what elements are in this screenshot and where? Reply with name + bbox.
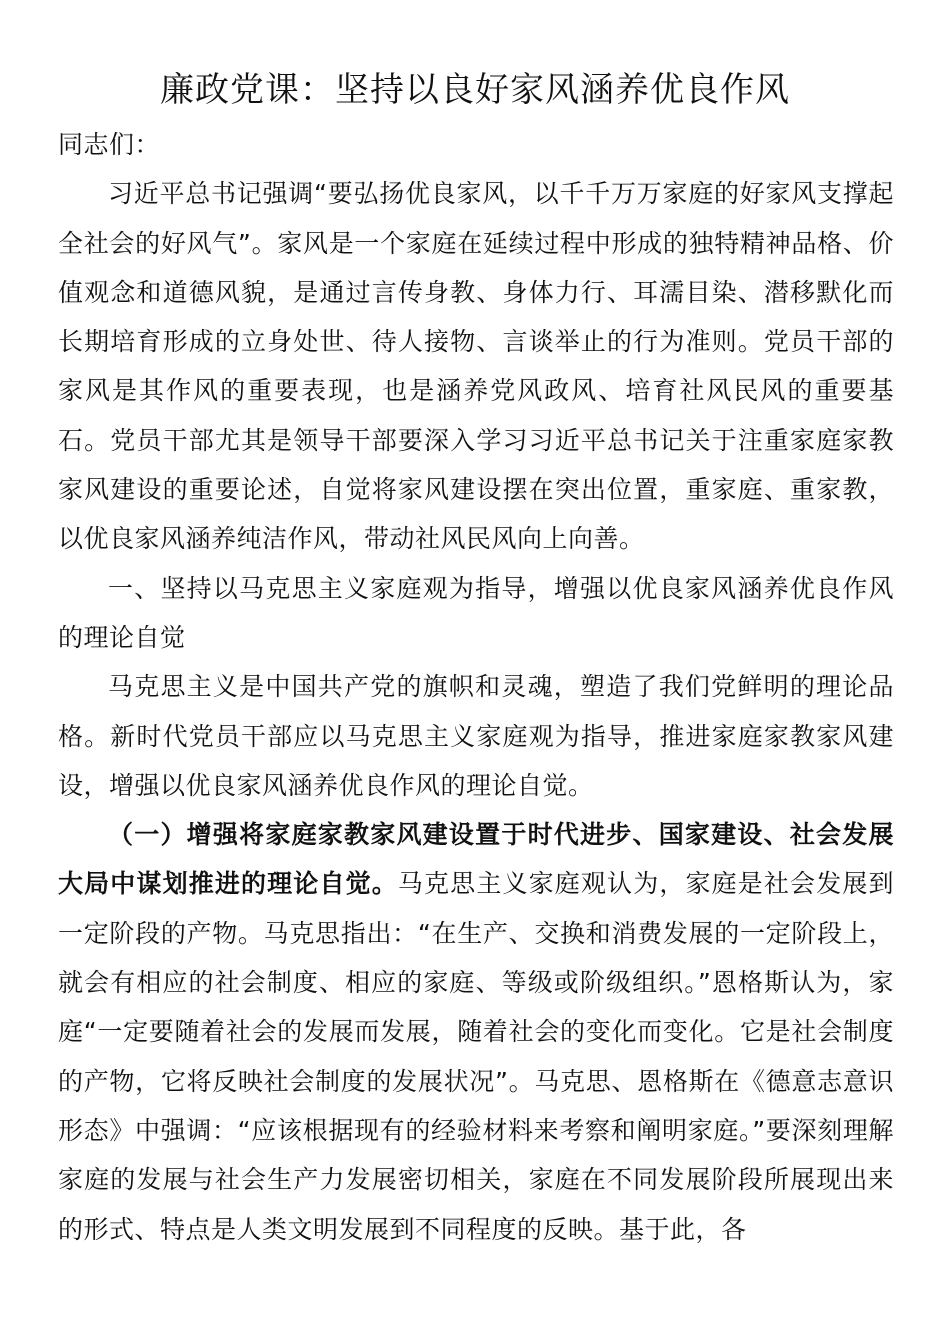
section-1-heading: 一、坚持以马克思主义家庭观为指导，增强以优良家风涵养优良作风的理论自觉 xyxy=(58,573,894,652)
subsection-1-body: 马克思主义家庭观认为，家庭是社会发展到一定阶段的产物。马克思指出：“在生产、交换和消费发展的一定阶段上，就会有相应的社会制度、相应的家庭、等级或阶级组织。”恩格斯认为，家庭“一定要随着社会的发展而发展，随着社会的变化而变化。它是社会制度的产物，它将反映社会制度的发展状况”。马克思、恩格斯在《德意志意识形态》中强调：“应该根据现有的经验材料来考察和阐明家庭。”要深刻理解家庭的发展与社会生产力发展密切相关，家庭在不同发展阶段所展现出来的形式、特点是人类文明发展到不同程度的反映。基于此，各 xyxy=(58,869,894,1244)
document-body xyxy=(58,120,894,1254)
document-title: 廉政党课：坚持以良好家风涵养优良作风 xyxy=(160,70,790,110)
subsection-1-heading: （一）增强将家庭家教家风建设置于时代进步、国家建设、社会发展大局中谋划推进的理论自觉。 xyxy=(58,820,894,899)
section-1-paragraph: 马克思主义是中国共产党的旗帜和灵魂，塑造了我们党鲜明的理论品格。新时代党员干部应以马克思主义家庭观为指导，推进家庭家教家风建设，增强以优良家风涵养优良作风的理论自觉。 xyxy=(58,672,894,800)
salutation: 同志们： xyxy=(58,130,161,159)
subsection-1-paragraph xyxy=(58,810,894,1254)
intro-paragraph: 习近平总书记强调“要弘扬优良家风，以千千万万家庭的好家风支撑起全社会的好风气”。家风是一个家庭在延续过程中形成的独特精神品格、价值观念和道德风貌，是通过言传身教、身体力行、耳濡目染、潜移默化而长期培育形成的立身处世、待人接物、言谈举止的行为准则。党员干部的家风是其作风的重要表现，也是涵养党风政风、培育社风民风的重要基石。党员干部尤其是领导干部要深入学习习近平总书记关于注重家庭家教家风建设的重要论述，自觉将家风建设摆在突出位置，重家庭、重家教，以优良家风涵养纯洁作风，带动社风民风向上向善。 xyxy=(58,179,894,554)
